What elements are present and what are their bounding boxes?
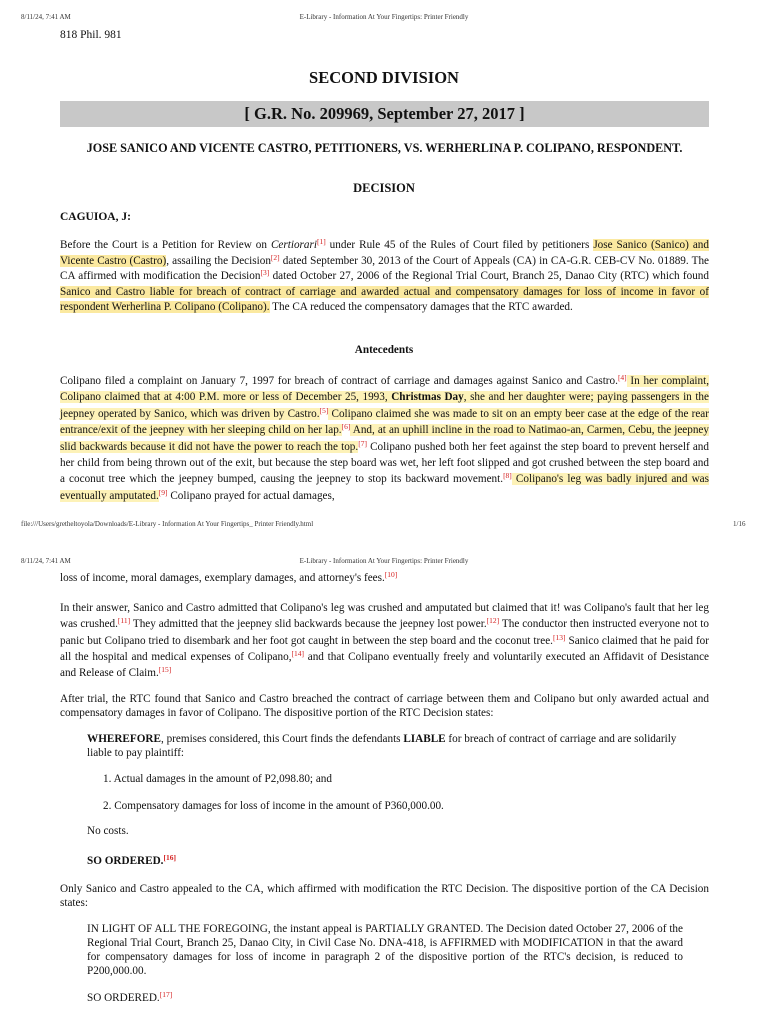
ca-dispositive-quote: IN LIGHT OF ALL THE FOREGOING, the instant appeal is PARTIALLY GRANTED. The Decision dated October 27, 2006 of the Regional Trial Court, Branch 25, Danao City, in Civil Case No. DNA-418, is AFFIRMED with MODIFICATION in that the award for compensatory damages for loss of income in paragraph 2 of the dispositive portion of the RTC's decision, is reduced to P200,000.00. (87, 923, 683, 977)
paragraph-rtc-finding: After trial, the RTC found that Sanico and Castro breached the contract of carriage between them and Colipano but only awarded actual and compensatory damages in favor of Colipano. The dispositive portion of the RTC Decision states: (60, 693, 709, 719)
print-timestamp: 8/11/24, 7:41 AM (21, 557, 71, 565)
so-ordered: SO ORDERED.[16] (87, 853, 176, 867)
footnote-link[interactable]: [14] (291, 648, 305, 658)
footnote-link[interactable]: [13] (552, 632, 566, 642)
paragraph-intro: Before the Court is a Petition for Review on Certiorari[1] under Rule 45 of the Rules of Court filed by petitioners Jose Sanico (Sanico) and Vicente Castro (Castro), assailing the Decision[2] dated September 30, 2013 of the Court of Appeals (CA) in CA-G.R. CEB-CV No. 01889. The CA affirmed with modification the Decision[3] dated October 27, 2006 of the Regional Trial Court, Branch 25, Danao City (RTC) which found Sanico and Castro liable for breach of contract of carriage and awarded actual and compensatory damages for loss of income in favor of respondent Werherlina P. Colipano (Colipano). The CA reduced the compensatory damages that the RTC awarded. (60, 237, 710, 314)
footnote-link[interactable]: [9] (158, 487, 168, 497)
decision-heading: DECISION (353, 181, 415, 195)
footnote-link[interactable]: [17] (159, 990, 173, 999)
division-heading: SECOND DIVISION (309, 68, 459, 87)
footnote-link[interactable]: [6] (341, 422, 351, 432)
print-page-title: E-Library - Information At Your Fingertips: Printer Friendly (299, 13, 469, 21)
footnote-link[interactable]: [4] (617, 373, 627, 382)
footnote-link[interactable]: [8] (503, 471, 512, 481)
paragraph-continued: loss of income, moral damages, exemplary damages, and attorney's fees.[10] (60, 570, 398, 584)
footnote-link[interactable]: [1] (316, 237, 326, 246)
footnote-link[interactable]: [2] (270, 252, 280, 262)
list-item: 2. Compensatory damages for loss of income in the amount of P360,000.00. (103, 800, 444, 812)
page-number: 1/16 (733, 520, 746, 528)
no-costs: No costs. (87, 825, 129, 837)
paragraph-answer: In their answer, Sanico and Castro admitted that Colipano's leg was crushed and amputated but claimed that it! was Colipano's fault that her leg was crushed.[11] They admitted that the jeepney slid backwards because the jeepney lost power.[12] The conductor then instructed everyone not to panic but Colipano tried to disembark and her foot got caught in between the step board and the coconut tree.[13] Sanico claimed that he paid for all the hospital and medical expenses of Colipano,[14] and that Colipano eventually freely and voluntarily executed an Affidavit of Desistance and Release of Claim.[15] (60, 602, 710, 680)
case-parties: JOSE SANICO AND VICENTE CASTRO, PETITIONERS, VS. WERHERLINA P. COLIPANO, RESPONDENT. (86, 141, 683, 155)
rtc-dispositive-quote: WHEREFORE, premises considered, this Court finds the defendants LIABLE for breach of contract of carriage and are solidarily liable to pay plaintiff: (87, 733, 677, 759)
footnote-link[interactable]: [16] (163, 853, 176, 862)
so-ordered: SO ORDERED.[17] (87, 990, 173, 1004)
footnote-link[interactable]: [7] (358, 438, 367, 448)
footnote-link[interactable]: [10] (384, 570, 398, 579)
gr-number-bar: [ G.R. No. 209969, September 27, 2017 ] (60, 101, 709, 127)
print-page-title: E-Library - Information At Your Fingertips: Printer Friendly (299, 557, 469, 565)
file-path: file:///Users/gretheltoyola/Downloads/E-Library - Information At Your Fingertips_ Printer Friendly.html (21, 520, 314, 528)
paragraph-ca-appeal: Only Sanico and Castro appealed to the CA, which affirmed with modification the RTC Decision. The dispositive portion of the CA Decision states: (60, 883, 709, 909)
ponente: CAGUIOA, J: (60, 211, 131, 223)
footnote-link[interactable]: [12] (486, 616, 500, 626)
footnote-link[interactable]: [15] (158, 665, 172, 675)
print-timestamp: 8/11/24, 7:41 AM (21, 13, 71, 21)
footnote-link[interactable]: [11] (117, 616, 131, 626)
list-item: 1. Actual damages in the amount of P2,098.80; and (103, 773, 332, 785)
footnote-link[interactable]: [3] (260, 268, 270, 278)
paragraph-antecedents: Colipano filed a complaint on January 7, 1997 for breach of contract of carriage and damages against Sanico and Castro.[4] In her complaint, Colipano claimed that at 4:00 P.M. more or less of December 25, 1993, Christmas Day, she and her daughter were; paying passengers in the jeepney operated by Sanico, which was driven by Castro.[5] Colipano claimed she was made to sit on an empty beer case at the edge of the rear entrance/exit of the jeepney with her sleeping child on her lap.[6] And, at an uphill incline in the road to Natimao-an, Carmen, Cebu, the jeepney slid backwards because it did not have the power to reach the top.[7] Colipano pushed both her feet against the step board to prevent herself and her child from being thrown out of the exit, but because the step board was wet, her left foot slipped and got crushed between the step board and a coconut tree which the jeepney bumped, causing the jeepney to stop its backward movement.[8] Colipano's leg was badly injured and was eventually amputated.[9] Colipano prayed for actual damages, (60, 373, 710, 502)
antecedents-heading: Antecedents (354, 344, 414, 356)
citation: 818 Phil. 981 (60, 29, 122, 41)
footnote-link[interactable]: [5] (319, 405, 329, 415)
